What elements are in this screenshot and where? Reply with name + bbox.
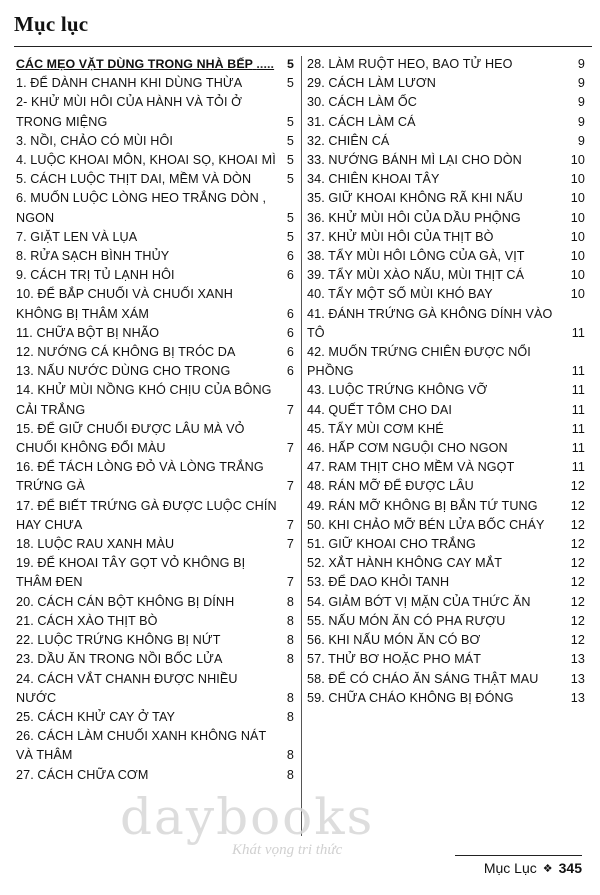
toc-entry-page: 11: [571, 441, 585, 456]
toc-entry-page: 11: [571, 383, 585, 398]
toc-entry-title: 8. RỬA SẠCH BÌNH THỦY: [16, 249, 170, 264]
toc-entry-title: 16. ĐỂ TÁCH LÒNG ĐỎ VÀ LÒNG TRẮNG TRỨNG GÀ: [16, 460, 264, 494]
toc-entry-page: 13: [570, 652, 585, 667]
watermark-tagline: Khát vọng tri thức: [232, 842, 343, 858]
toc-entry-page: 13: [570, 690, 585, 705]
toc-entry-title: 42. MUỐN TRỨNG CHIÊN ĐƯỢC NỔI PHỒNG: [307, 345, 531, 379]
toc-entry-title: 29. CÁCH LÀM LƯƠN: [307, 76, 436, 91]
toc-entry-title: 4. LUỘC KHOAI MÔN, KHOAI SỌ, KHOAI MÌ: [16, 153, 276, 168]
toc-entry[interactable]: [307, 151, 585, 170]
toc-entry[interactable]: [307, 305, 585, 343]
toc-entry-page: 6: [286, 345, 294, 360]
toc-entry[interactable]: [307, 593, 585, 612]
toc-entry[interactable]: [307, 650, 585, 669]
toc-entry-title: 36. KHỬ MÙI HÔI CỦA DẦU PHỘNG: [307, 210, 521, 225]
diamond-ornament-icon: ❖: [542, 862, 553, 875]
toc-entry-title: 6. MUỐN LUỘC LÒNG HEO TRẮNG DÒN , NGON: [16, 191, 267, 225]
toc-entry[interactable]: [307, 170, 585, 189]
toc-entry-page: 7: [286, 575, 294, 590]
toc-entry-title: 21. CÁCH XÀO THỊT BÒ: [16, 613, 158, 628]
toc-entry-page: 9: [577, 114, 585, 129]
toc-entry-title: 15. ĐỂ GIỮ CHUỐI ĐƯỢC LÂU MÀ VỎ CHUỐI KHÔNG ĐỔI MÀU: [16, 421, 245, 456]
toc-entry[interactable]: [307, 631, 585, 650]
toc-entry[interactable]: [16, 93, 294, 131]
column-divider: [301, 56, 302, 836]
toc-entry-page: 8: [286, 690, 294, 705]
toc-entry-page: 6: [286, 268, 294, 283]
toc-entry-page: 6: [286, 249, 294, 264]
toc-entry[interactable]: [16, 189, 294, 227]
toc-entry-title: 40. TẨY MỘT SỐ MÙI KHÓ BAY: [307, 287, 493, 302]
toc-entry[interactable]: [16, 420, 294, 458]
toc-entry[interactable]: [16, 343, 294, 362]
toc-entry-page: 12: [570, 517, 585, 532]
toc-entry-title: 49. RÁN MỠ KHÔNG BỊ BẮN TỨ TUNG: [307, 498, 538, 513]
toc-entry-page: 10: [570, 249, 585, 264]
toc-entry-title: 5. CÁCH LUỘC THỊT DAI, MỀM VÀ DÒN: [16, 172, 252, 187]
toc-entry[interactable]: [307, 228, 585, 247]
toc-entry-title: 18. LUỘC RAU XANH MÀU: [16, 537, 175, 552]
toc-entry[interactable]: [16, 151, 294, 170]
toc-entry-title: 41. ĐÁNH TRỨNG GÀ KHÔNG DÍNH VÀO TÔ: [307, 306, 553, 340]
toc-entry-title: 11. CHỮA BỘT BỊ NHÃO: [16, 325, 160, 340]
toc-entry[interactable]: [16, 535, 294, 554]
toc-entry-page: 8: [286, 652, 294, 667]
toc-entry-title: 33. NƯỚNG BÁNH MÌ LẠI CHO DÒN: [307, 153, 522, 168]
toc-entry-title: 30. CÁCH LÀM ỐC: [307, 95, 417, 110]
toc-entry[interactable]: [16, 247, 294, 266]
toc-entry[interactable]: [16, 381, 294, 419]
toc-entry[interactable]: [16, 266, 294, 285]
toc-entry-title: 53. ĐỂ DAO KHỎI TANH: [307, 575, 450, 590]
toc-entry-page: 10: [570, 287, 585, 302]
toc-entry-page: 9: [577, 57, 585, 71]
toc-entry[interactable]: [307, 670, 585, 689]
footer-rule: [455, 855, 582, 856]
toc-entry-title: 51. GIỮ KHOAI CHO TRẮNG: [307, 537, 476, 552]
toc-entry[interactable]: [307, 477, 585, 496]
toc-entry-page: 10: [570, 229, 585, 244]
toc-entry-title: 20. CÁCH CÁN BỘT KHÔNG BỊ DÍNH: [16, 594, 235, 609]
toc-entry[interactable]: [16, 362, 294, 381]
toc-entry[interactable]: [16, 554, 294, 592]
toc-entry-page: 8: [286, 767, 294, 782]
toc-entry[interactable]: [307, 497, 585, 516]
toc-entry-page: 12: [570, 479, 585, 494]
section-page: 5: [287, 57, 294, 71]
toc-entry-page: 5: [286, 172, 294, 187]
toc-entry[interactable]: [307, 74, 585, 93]
toc-entry[interactable]: [16, 132, 294, 151]
toc-entry[interactable]: [16, 458, 294, 496]
toc-entry-title: 24. CÁCH VẮT CHANH ĐƯỢC NHIỀU NƯỚC: [16, 671, 238, 705]
toc-entry-title: 17. ĐỂ BIẾT TRỨNG GÀ ĐƯỢC LUỘC CHÍN HAY CHƯA: [16, 498, 277, 532]
watermark-logo: daybooks: [120, 788, 375, 846]
toc-entry[interactable]: [16, 285, 294, 323]
page-footer: [484, 860, 582, 876]
toc-entry-title: 12. NƯỚNG CÁ KHÔNG BỊ TRÓC DA: [16, 345, 236, 360]
toc-entry[interactable]: [16, 170, 294, 189]
toc-entry[interactable]: [16, 228, 294, 247]
toc-entry[interactable]: [16, 612, 294, 631]
toc-entry-title: 35. GIỮ KHOAI KHÔNG RÃ KHI NẤU: [307, 191, 523, 206]
toc-entry-page: 6: [286, 364, 294, 379]
toc-entry[interactable]: [16, 708, 294, 727]
toc-entry-title: 19. ĐỂ KHOAI TÂY GỌT VỎ KHÔNG BỊ THÂM ĐEN: [16, 556, 246, 590]
toc-section-header[interactable]: [16, 55, 294, 74]
toc-entry[interactable]: [307, 612, 585, 631]
toc-entry-title: 9. CÁCH TRỊ TỦ LẠNH HÔI: [16, 268, 175, 283]
toc-entry-page: 12: [570, 556, 585, 571]
toc-entry-page: 11: [571, 325, 585, 340]
toc-entry-title: 58. ĐỂ CÓ CHÁO ĂN SÁNG THẬT MAU: [307, 671, 539, 686]
toc-entry[interactable]: [307, 381, 585, 400]
toc-entry-page: 8: [286, 748, 294, 763]
toc-entry[interactable]: [16, 497, 294, 535]
toc-entry-title: 7. GIẶT LEN VÀ LỤA: [16, 229, 138, 244]
toc-entry-page: 5: [286, 133, 294, 148]
toc-entry-page: 10: [570, 191, 585, 206]
section-leader: .....: [256, 57, 275, 71]
toc-entry-page: 7: [286, 517, 294, 532]
toc-entry-page: 8: [286, 633, 294, 648]
toc-entry-page: 11: [571, 421, 585, 436]
toc-entry-title: 48. RÁN MỠ ĐỂ ĐƯỢC LÂU: [307, 479, 474, 494]
toc-entry-page: 12: [570, 633, 585, 648]
toc-entry-title: 45. TẨY MÙI CƠM KHÉ: [307, 421, 444, 436]
toc-entry-page: 11: [571, 364, 585, 379]
toc-entry[interactable]: [307, 266, 585, 285]
toc-entry-title: 47. RAM THỊT CHO MỀM VÀ NGỌT: [307, 460, 515, 475]
toc-entry-page: 9: [577, 133, 585, 148]
toc-entry-page: 11: [571, 402, 585, 417]
toc-entry-title: 38. TẨY MÙI HÔI LÔNG CỦA GÀ, VỊT: [307, 249, 525, 264]
toc-entry[interactable]: [307, 209, 585, 228]
toc-entry[interactable]: [307, 535, 585, 554]
toc-entry-title: 23. DẦU ĂN TRONG NỒI BỐC LỬA: [16, 652, 223, 667]
toc-entry-title: 31. CÁCH LÀM CÁ: [307, 114, 416, 129]
toc-entry-title: 22. LUỘC TRỨNG KHÔNG BỊ NỨT: [16, 633, 221, 648]
toc-entry-page: 12: [570, 594, 585, 609]
toc-entry-title: 2- KHỬ MÙI HÔI CỦA HÀNH VÀ TỎI Ở TRONG MIỆNG: [16, 95, 243, 129]
toc-entry-page: 5: [286, 210, 294, 225]
toc-entry-title: 57. THỬ BƠ HOẶC PHO MÁT: [307, 652, 482, 667]
toc-entry-title: 1. ĐỂ DÀNH CHANH KHI DÙNG THỪA: [16, 76, 243, 91]
toc-entry[interactable]: [307, 93, 585, 112]
toc-entry-page: 10: [570, 210, 585, 225]
page-title: Mục lục: [14, 12, 89, 36]
toc-entry[interactable]: [307, 401, 585, 420]
toc-entry-page: 9: [577, 95, 585, 110]
toc-right-column: [307, 55, 585, 708]
toc-entry[interactable]: [307, 132, 585, 151]
toc-entry-title: 25. CÁCH KHỬ CAY Ở TAY: [16, 709, 176, 724]
toc-entry[interactable]: [16, 593, 294, 612]
page-number: 345: [558, 860, 582, 876]
toc-entry-page: 6: [286, 325, 294, 340]
toc-entry-page: 5: [286, 76, 294, 91]
toc-entry[interactable]: [307, 439, 585, 458]
toc-entry-page: 8: [286, 594, 294, 609]
toc-entry[interactable]: [16, 727, 294, 765]
toc-entry-page: 12: [570, 575, 585, 590]
toc-entry[interactable]: [307, 458, 585, 477]
section-title: CÁC MẸO VẶT DÙNG TRONG NHÀ BẾP: [16, 57, 253, 71]
toc-entry[interactable]: [307, 113, 585, 132]
toc-entry-page: 13: [570, 671, 585, 686]
toc-entry-title: 46. HẤP CƠM NGUỘI CHO NGON: [307, 441, 508, 456]
toc-entry-title: 13. NẤU NƯỚC DÙNG CHO TRONG: [16, 364, 231, 379]
title-rule: [14, 46, 592, 47]
toc-entry-page: 7: [286, 402, 294, 417]
toc-left-column: [16, 55, 294, 785]
toc-entry[interactable]: [307, 689, 585, 708]
toc-entry-page: 12: [570, 537, 585, 552]
toc-entry[interactable]: [307, 55, 585, 74]
toc-entry-title: 37. KHỬ MÙI HÔI CỦA THỊT BÒ: [307, 229, 494, 244]
toc-entry[interactable]: [307, 343, 585, 381]
toc-entry[interactable]: [307, 516, 585, 535]
toc-entry-page: 12: [570, 613, 585, 628]
toc-entry[interactable]: [16, 650, 294, 669]
toc-entry-page: 12: [570, 498, 585, 513]
toc-entry-page: 11: [571, 460, 585, 475]
toc-entry-title: 28. LÀM RUỘT HEO, BAO TỬ HEO: [307, 57, 513, 71]
toc-entry[interactable]: [307, 285, 585, 304]
toc-entry[interactable]: [16, 766, 294, 785]
toc-entry-page: 7: [286, 479, 294, 494]
toc-entry[interactable]: [16, 631, 294, 650]
toc-entry-page: 5: [286, 114, 294, 129]
toc-entry-page: 10: [570, 153, 585, 168]
toc-entry-title: 3. NỒI, CHẢO CÓ MÙI HÔI: [16, 133, 173, 148]
toc-entry[interactable]: [307, 420, 585, 439]
toc-entry-title: 27. CÁCH CHỮA CƠM: [16, 767, 149, 782]
toc-entry-title: 14. KHỬ MÙI NỒNG KHÓ CHỊU CỦA BÔNG CẢI TRẮNG: [16, 383, 272, 417]
toc-entry-title: 59. CHỮA CHÁO KHÔNG BỊ ĐÓNG: [307, 690, 514, 705]
toc-entry-page: 8: [286, 709, 294, 724]
toc-entry-title: 44. QUẾT TÔM CHO DAI: [307, 402, 452, 417]
toc-entry-page: 7: [286, 441, 294, 456]
toc-list-left: [16, 74, 294, 785]
footer-label: Mục Lục: [483, 860, 537, 876]
toc-entry-page: 8: [286, 613, 294, 628]
toc-entry[interactable]: [16, 670, 294, 708]
toc-entry-title: 10. ĐỂ BẮP CHUỐI VÀ CHUỐI XANH KHÔNG BỊ THÂM XÁM: [16, 287, 233, 321]
toc-list-right: [307, 55, 585, 708]
toc-entry[interactable]: [16, 324, 294, 343]
toc-entry-title: 34. CHIÊN KHOAI TÂY: [307, 172, 440, 187]
toc-entry[interactable]: [16, 74, 294, 93]
toc-entry-title: 39. TẨY MÙI XÀO NẤU, MÙI THỊT CÁ: [307, 268, 525, 283]
toc-entry[interactable]: [307, 554, 585, 573]
toc-entry-page: 10: [570, 172, 585, 187]
toc-entry-page: 9: [577, 76, 585, 91]
toc-entry-title: 50. KHI CHẢO MỠ BÉN LỬA BỐC CHÁY: [307, 517, 545, 532]
toc-entry-title: 43. LUỘC TRỨNG KHÔNG VỠ: [307, 383, 488, 398]
toc-entry-page: 7: [286, 537, 294, 552]
toc-entry-title: 54. GIẢM BỚT VỊ MẶN CỦA THỨC ĂN: [307, 594, 531, 609]
toc-entry[interactable]: [307, 573, 585, 592]
toc-entry-title: 52. XẮT HÀNH KHÔNG CAY MẮT: [307, 556, 503, 571]
toc-entry-title: 56. KHI NẤU MÓN ĂN CÓ BƠ: [307, 633, 481, 648]
toc-entry[interactable]: [307, 247, 585, 266]
toc-entry[interactable]: [307, 189, 585, 208]
toc-entry-page: 10: [570, 268, 585, 283]
toc-entry-page: 5: [286, 153, 294, 168]
toc-entry-title: 55. NẤU MÓN ĂN CÓ PHA RƯỢU: [307, 613, 506, 628]
toc-entry-page: 5: [286, 229, 294, 244]
toc-entry-title: 32. CHIÊN CÁ: [307, 133, 390, 148]
toc-entry-page: 6: [286, 306, 294, 321]
toc-entry-title: 26. CÁCH LÀM CHUỐI XANH KHÔNG NÁT VÀ THÂM: [16, 729, 267, 763]
